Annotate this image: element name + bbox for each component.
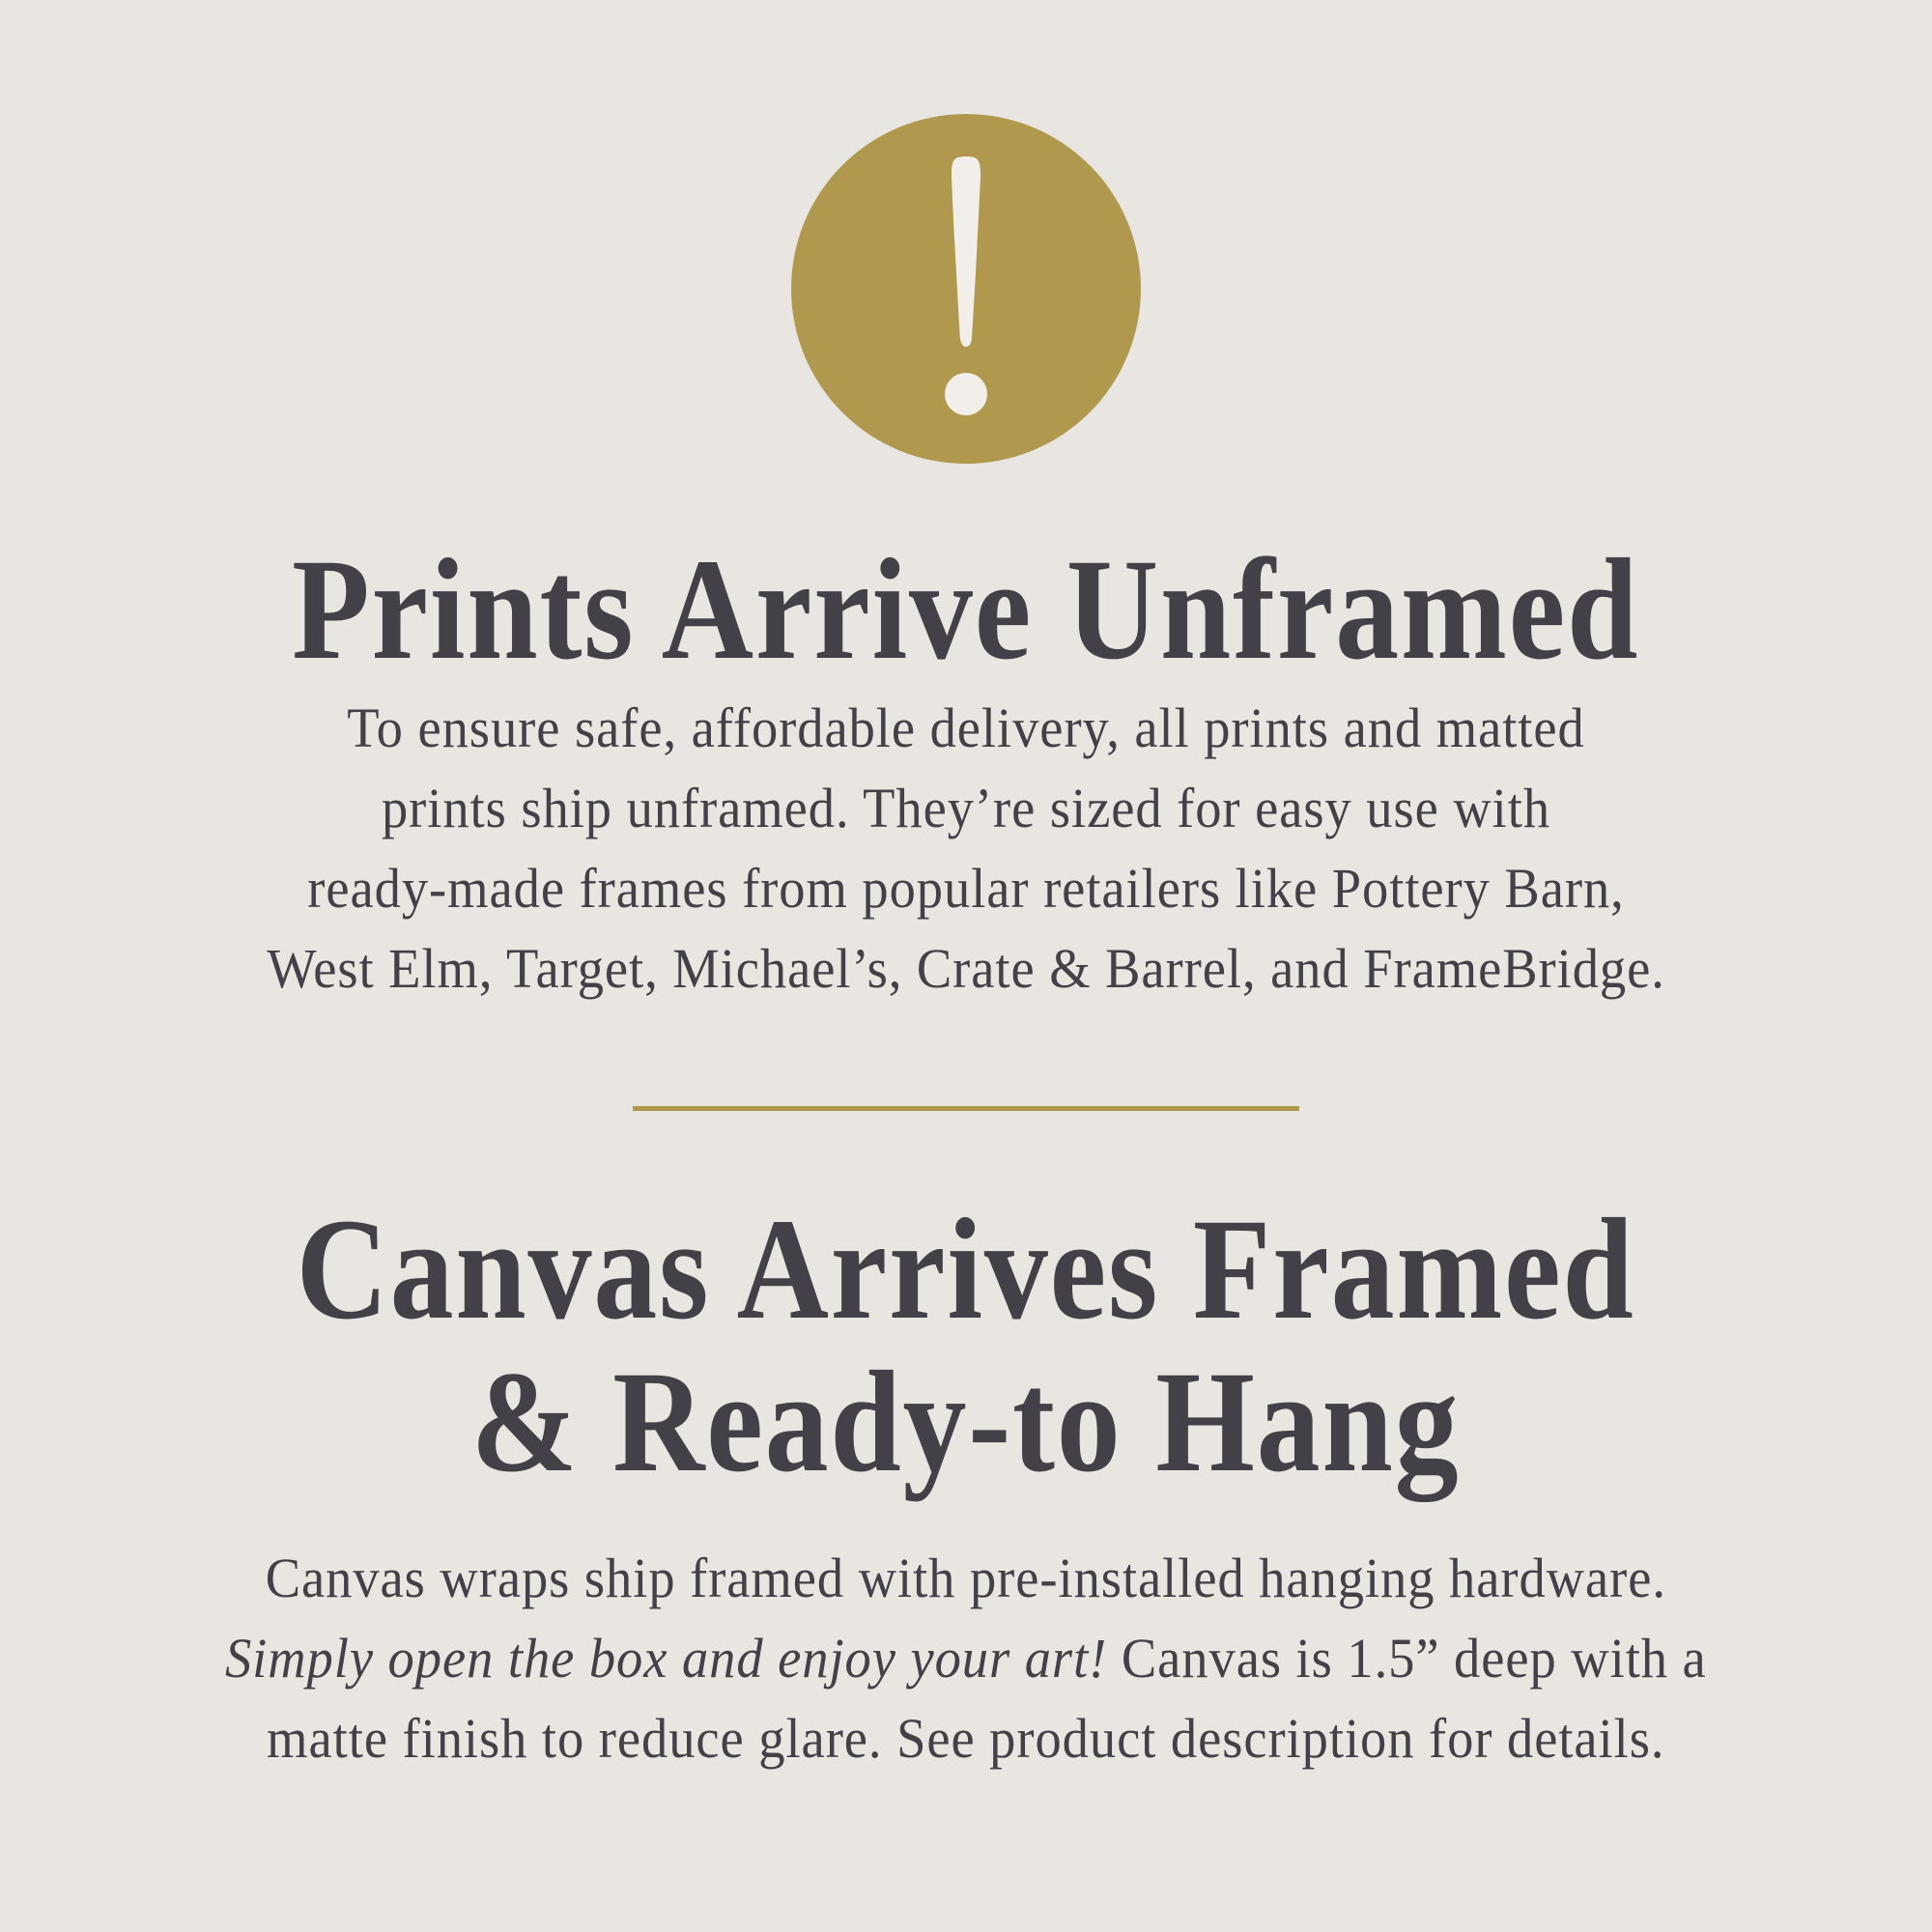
body-line: Canvas wraps ship framed with pre-installed hanging hardware.	[265, 1547, 1667, 1609]
body-line	[225, 1618, 1707, 1698]
body-line: prints ship unframed. They’re sized for easy use with	[381, 777, 1551, 839]
section-prints-title: Prints Arrive Unframed	[292, 529, 1640, 690]
body-line: To ensure safe, affordable delivery, all prints and matted	[347, 696, 1585, 759]
alert-exclamation-icon	[791, 114, 1141, 464]
body-line: ready-made frames from popular retailers like Pottery Barn,	[307, 857, 1625, 920]
section-canvas-body	[225, 1538, 1707, 1778]
section-canvas-title-line1: Canvas Arrives Framed	[296, 1189, 1636, 1350]
section-canvas-title	[296, 1189, 1636, 1502]
section-prints-body	[267, 688, 1665, 1009]
body-line-italic-segment: Simply open the box and enjoy your art!	[225, 1627, 1108, 1690]
exclamation-circle-graphic	[791, 114, 1141, 464]
exclamation-dot	[945, 373, 987, 415]
body-line: matte finish to reduce glare. See product description for details.	[267, 1707, 1665, 1770]
section-canvas-title-line2: & Ready-to Hang	[471, 1342, 1461, 1502]
body-line: West Elm, Target, Michael’s, Crate & Barrel, and FrameBridge.	[267, 937, 1665, 1000]
gold-divider	[633, 1106, 1299, 1111]
body-line-regular-segment: Canvas is 1.5” deep with a	[1107, 1627, 1707, 1690]
